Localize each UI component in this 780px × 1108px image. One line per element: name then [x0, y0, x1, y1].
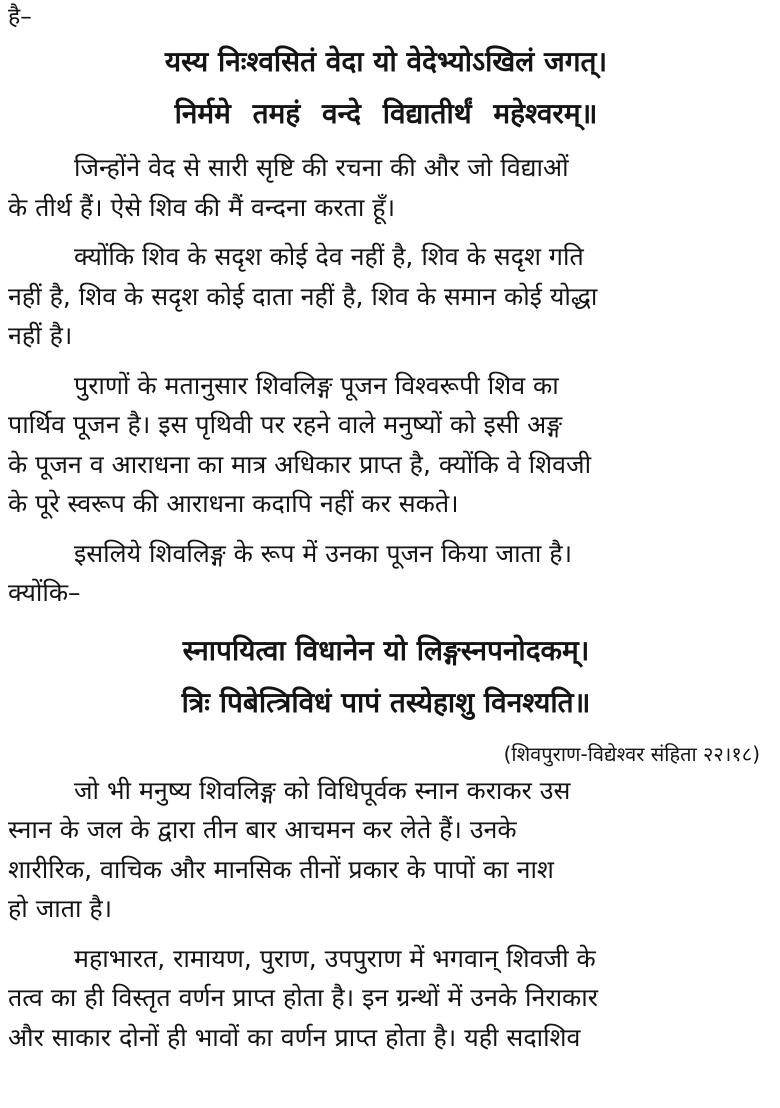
paragraph-3-line-4: के पूरे स्वरूप की आराधना कदापि नहीं कर सकते। — [8, 489, 459, 518]
paragraph-2-line-1: क्योंकि शिव के सदृश कोई देव नहीं है, शिव के सदृश गति — [74, 242, 584, 271]
paragraph-3-line-3: के पूजन व आराधना का मात्र अधिकार प्राप्त है, क्योंकि वे शिवजी — [8, 449, 592, 479]
paragraph-4 — [8, 534, 764, 613]
sanskrit-verse-1 — [8, 36, 764, 140]
paragraph-3-line-2: पार्थिव पूजन है। इस पृथिवी पर रहने वाले मनुष्यों को इसी अङ्ग — [8, 410, 563, 439]
paragraph-5-line-2: स्नान के जल के द्वारा तीन बार आचमन कर लेते हैं। उनके — [8, 815, 517, 844]
paragraph-3 — [8, 366, 764, 524]
intro-fragment: है– — [8, 4, 32, 30]
paragraph-5-line-4: हो जाता है। — [8, 894, 113, 923]
paragraph-5 — [8, 771, 764, 929]
paragraph-3-line-1: पुराणों के मतानुसार शिवलिङ्ग पूजन विश्वरूपी शिव का — [74, 370, 559, 400]
paragraph-1-line-2: के तीर्थ हैं। ऐसे शिव की मैं वन्दना करता हूँ। — [8, 192, 396, 222]
paragraph-5-line-3: शारीरिक, वाचिक और मानसिक तीनों प्रकार के पापों का नाश — [8, 854, 554, 884]
verse-2-line-2: त्रिः पिबेत्त्रिविधं पापं तस्येहाशु विनश्यति॥ — [181, 685, 591, 719]
verse-1-line-1: यस्य निःश्वसितं वेदा यो वेदेभ्योऽखिलं जगत्। — [164, 45, 608, 78]
paragraph-4-line-2: क्योंकि– — [8, 578, 81, 607]
paragraph-6-line-2: तत्व का ही विस्तृत वर्णन प्राप्त होता है। इन ग्रन्थों में उनके निराकार — [8, 983, 598, 1012]
paragraph-6 — [8, 939, 764, 1058]
paragraph-2 — [8, 237, 764, 356]
paragraph-5-line-1: जो भी मनुष्य शिवलिङ्ग को विधिपूर्वक स्नान कराकर उस — [74, 775, 571, 805]
paragraph-6-line-1: महाभारत, रामायण, पुराण, उपपुराण में भगवान् शिवजी के — [74, 943, 596, 973]
paragraph-1-line-1: जिन्होंने वेद से सारी सृष्टि की रचना की और जो विद्याओं — [74, 153, 569, 182]
sanskrit-verse-2 — [8, 625, 764, 729]
paragraph-4-line-1: इसलिये शिवलिङ्ग के रूप में उनका पूजन किया जाता है। — [74, 538, 573, 568]
paragraph-1 — [8, 148, 764, 227]
paragraph-2-line-3: नहीं है। — [8, 321, 73, 350]
paragraph-2-line-2: नहीं है, शिव के सदृश कोई दाता नहीं है, शिव के समान कोई योद्धा — [8, 281, 598, 311]
verse-2-line-1: स्नापयित्वा विधानेन यो लिङ्गस्नपनोदकम्। — [182, 633, 590, 667]
paragraph-6-line-3: और साकार दोनों ही भावों का वर्णन प्राप्त होता है। यही सदाशिव — [8, 1022, 581, 1052]
verse-citation: (शिवपुराण-विद्येश्वर संहिता २२।१८) — [503, 741, 760, 766]
verse-1-line-2: निर्ममे तमहं वन्दे विद्यातीर्थं महेश्वरम्॥ — [174, 97, 598, 130]
